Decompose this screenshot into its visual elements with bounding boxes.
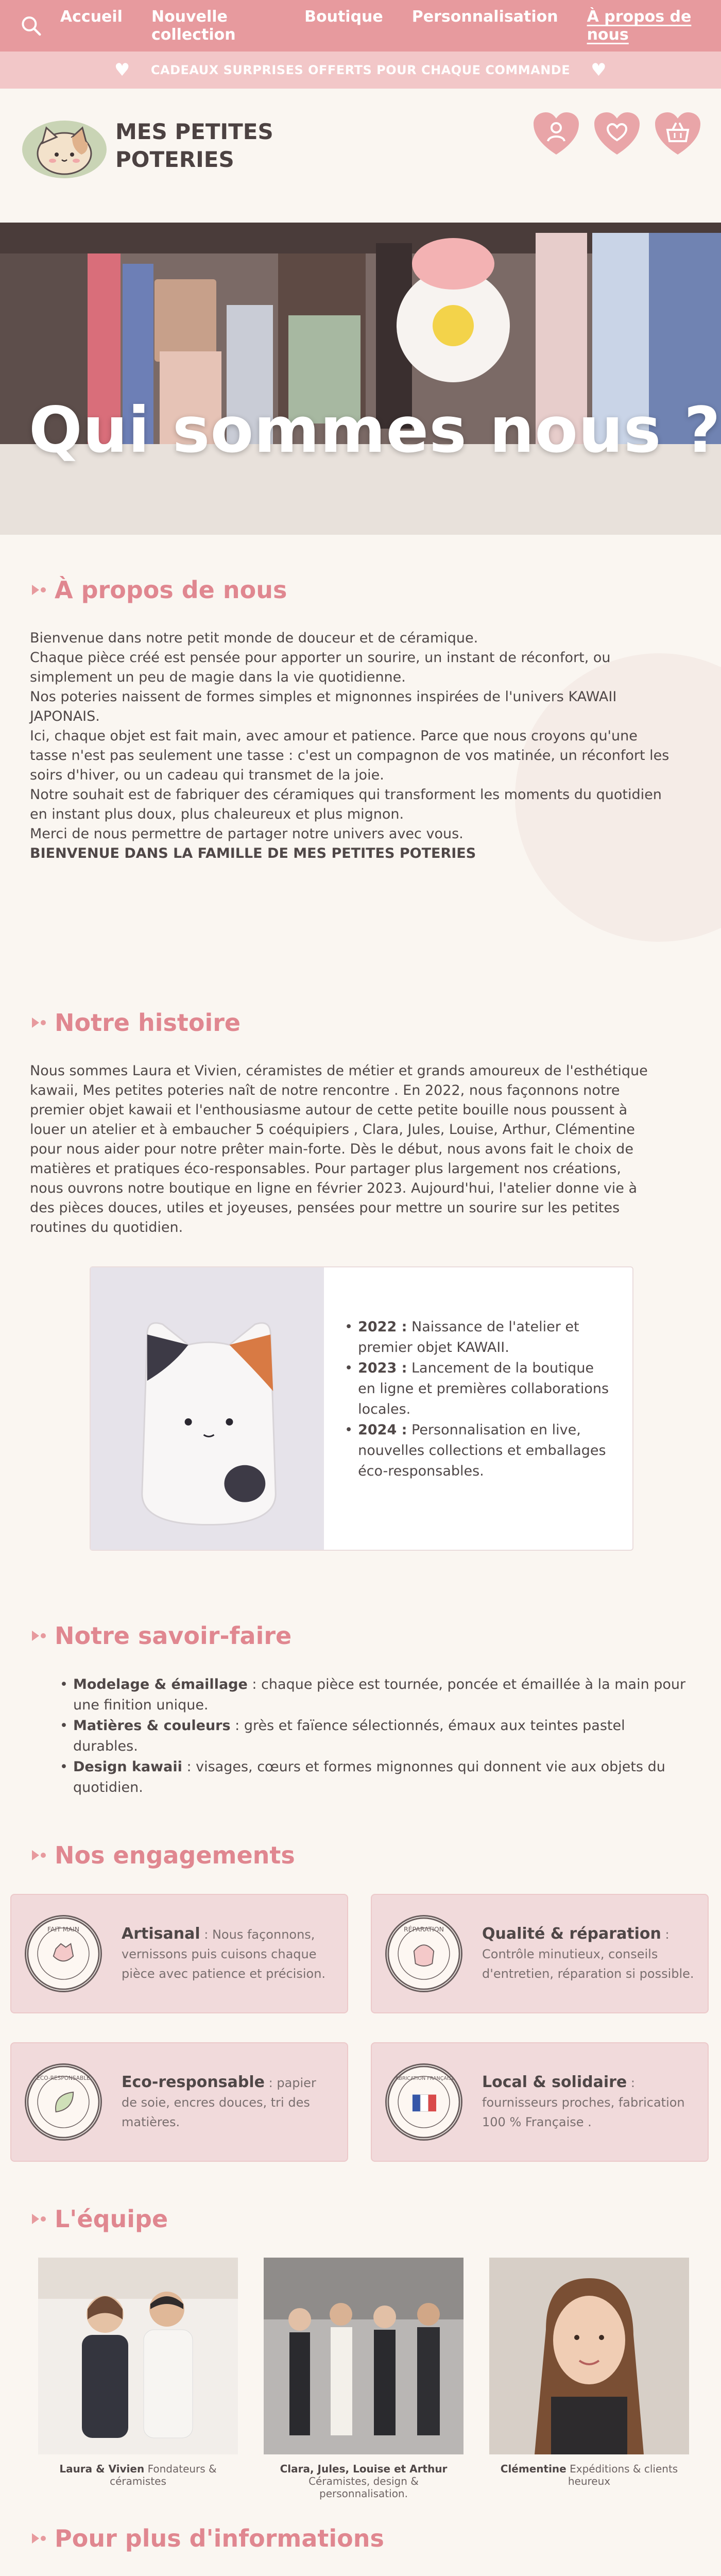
brand-name: MES PETITES POTERIES: [115, 119, 273, 172]
section-title-about: À propos de nous: [30, 576, 691, 604]
timeline-item: • 2022 : Naissance de l'atelier et premier objet KAWAII.: [345, 1317, 614, 1358]
timeline-item: • 2024 : Personnalisation en live, nouvelles collections et emballages éco-responsables.: [345, 1420, 614, 1482]
chevron-right-icon: [30, 2530, 46, 2547]
search-icon[interactable]: [21, 14, 42, 38]
engagements-grid: [10, 1894, 694, 2162]
team-member-card: Clémentine Expéditions & clients heureux: [489, 2258, 689, 2500]
nav-link-a-propos[interactable]: À propos de nous: [587, 8, 692, 44]
nav-link-boutique[interactable]: Boutique: [304, 8, 383, 26]
chevron-right-icon: [30, 1014, 46, 1031]
engagement-card: RÉPARATION Qualité & réparation : Contrôle minutieux, conseils d'entretien, réparation si possible.: [371, 1894, 709, 2013]
section-title-contact: Pour plus d'informations: [30, 2524, 691, 2552]
founders-photo: [38, 2258, 238, 2454]
story-section: [0, 1004, 721, 1551]
section-title-savoir-faire: Notre savoir-faire: [30, 1622, 691, 1650]
svg-text:ÉCO-RESPONSABLE: ÉCO-RESPONSABLE: [37, 2075, 90, 2081]
list-item: • Modelage & émaillage : chaque pièce est tournée, poncée et émaillée à la main pour une finition unique.: [60, 1674, 691, 1716]
nav-link-nouvelle-collection[interactable]: Nouvelle collection: [151, 8, 236, 44]
clementine-photo: [489, 2258, 689, 2454]
timeline-card: [90, 1266, 633, 1551]
chevron-right-icon: [30, 2211, 46, 2227]
savoir-faire-list: [30, 1674, 691, 1798]
story-text: Nous sommes Laura et Vivien, céramistes de métier et grands amoureux de l'esthétique kawaii, Mes petites poteries naît de notre rencontre . En 2022, nous façonnons notre premier objet kawaii et l'enthousiasme autour de cette petite bouille nous poussent à louer un atelier et à embaucher 5 coéquipiers , Clara, Jules, Louise, Arthur, Clémentine pour nous aider pour notre prêter main-forte. Dès le début, nous avons fait le choix de matières et pratiques éco-responsables. Pour partager plus largement nos créations, nous ouvrons notre boutique en ligne en février 2023. Aujourd'hui, l'atelier donne vie à des pièces douces, utiles et joyeuses, pensées pour mettre un sourire sur les petites routines du quotidien.: [30, 1063, 648, 1235]
savoir-faire-section: [0, 1551, 721, 1798]
chevron-right-icon: [30, 1847, 46, 1863]
chevron-right-icon: [30, 1628, 46, 1644]
heart-icon: ♥: [591, 60, 607, 80]
nav-link-personnalisation[interactable]: Personnalisation: [411, 8, 558, 26]
list-item: • Matières & couleurs : grès et faïence sélectionnés, émaux aux teintes pastel durables.: [60, 1716, 691, 1757]
repair-badge-icon: [385, 1915, 462, 1992]
timeline-item: • 2023 : Lancement de la boutique en ligne et premières collaborations locales.: [345, 1358, 614, 1420]
nav-link-accueil[interactable]: Accueil: [60, 8, 123, 26]
handmade-badge-icon: [25, 1915, 102, 1992]
list-item: • Design kawaii : visages, cœurs et formes mignonnes qui donnent vie aux objets du quotidien.: [60, 1757, 691, 1798]
hero-shelf-photo: [0, 223, 721, 535]
promo-banner: [0, 52, 721, 89]
main-menu: [60, 8, 700, 44]
site-header: [0, 89, 721, 223]
section-title-story: Notre histoire: [30, 1009, 691, 1037]
hero-banner: [0, 223, 721, 535]
timeline-list: [324, 1267, 632, 1550]
team-section: [0, 2162, 721, 2500]
engagements-section: [0, 1798, 721, 2162]
promo-text: CADEAUX SURPRISES OFFERTS POUR CHAQUE COMMANDE: [150, 63, 571, 77]
header-actions: [534, 112, 700, 156]
about-text: Bienvenue dans notre petit monde de douceur et de céramique. Chaque pièce créé est pensée pour apporter un sourire, un instant de réconfort, ou simplement un peu de magie dans la vie quotidienne. Nos poteries naissent de formes simples et mignonnes inspirées de l'univers KAWAII JAPONAIS. Ici, chaque objet est fait main, avec amour et patience. Parce que nous croyons qu'une tasse n'est pas seulement une tasse : c'est un compagnon de vos matinée, un réconfort les soirs d'hiver, ou un cadeau qui transmet de la joie. Notre souhait est de fabriquer des céramiques qui transforment les moments du quotidien en instant plus doux, plus chaleureux et plus mignon. Merci de nous permettre de partager notre univers avec vous. BIENVENUE DANS LA FAMILLE DE MES PETITES POTERIES: [30, 630, 670, 861]
cat-vase-photo: [91, 1267, 324, 1550]
svg-text:FAIT MAIN: FAIT MAIN: [47, 1925, 80, 1933]
engagement-card: FABRICATION FRANÇAISE Local & solidaire : fournisseurs proches, fabrication 100 % Française .: [371, 2042, 709, 2162]
engagement-card: FAIT MAIN Artisanal : Nous façonnons, vernissons puis cuisons chaque pièce avec patience et précision.: [10, 1894, 348, 2013]
chevron-right-icon: [30, 582, 46, 598]
about-section: [0, 535, 721, 1004]
cart-basket-icon[interactable]: [655, 112, 700, 156]
team-member-card: Laura & Vivien Fondateurs & céramistes: [38, 2258, 238, 2500]
ceramists-photo: [264, 2258, 464, 2454]
eco-badge-icon: [25, 2063, 102, 2141]
engagement-card: ÉCO-RESPONSABLE Eco-responsable : papier de soie, encres douces, tri des matières.: [10, 2042, 348, 2162]
user-account-icon[interactable]: [534, 112, 579, 156]
team-member-card: Clara, Jules, Louise et Arthur Céramistes, design & personnalisation.: [264, 2258, 464, 2500]
section-title-engagements: Nos engagements: [30, 1841, 691, 1869]
cat-logo-icon: [21, 113, 108, 180]
french-made-badge-icon: [385, 2063, 462, 2141]
top-navigation-bar: [0, 0, 721, 52]
hero-title: Qui sommes nous ?: [29, 394, 721, 467]
svg-text:FABRICATION FRANÇAISE: FABRICATION FRANÇAISE: [393, 2075, 455, 2081]
heart-icon: ♥: [114, 60, 130, 80]
section-title-team: L'équipe: [30, 2205, 691, 2233]
contact-section: [0, 2500, 721, 2576]
svg-text:RÉPARATION: RÉPARATION: [404, 1925, 444, 1933]
favorites-heart-icon[interactable]: [594, 112, 640, 156]
brand-logo[interactable]: [21, 113, 273, 180]
team-grid: [38, 2258, 691, 2500]
